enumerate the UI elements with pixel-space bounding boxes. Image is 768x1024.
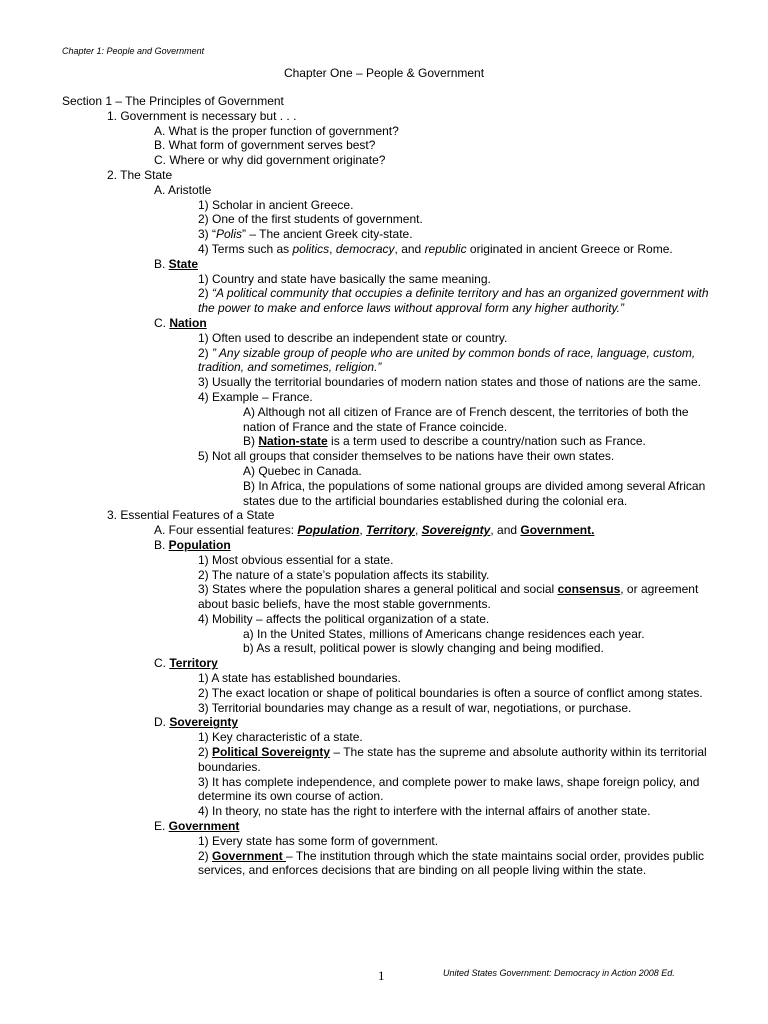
outline-item-3c — [62, 656, 722, 671]
term-state: State — [168, 256, 199, 271]
text-run: ” – The ancient Greek city-state. — [242, 227, 413, 242]
outline-item-2c5a: A) Quebec in Canada. — [243, 463, 362, 478]
text-run: originated in ancient Greece or Rome. — [466, 241, 673, 256]
outline-item-3b4: 4) Mobility – affects the political organization of a state. — [198, 611, 490, 626]
term-government-heading: Government — [168, 819, 240, 834]
text-run: 4) Terms such as — [198, 241, 293, 256]
text-run: 2) — [198, 286, 213, 301]
term-population-heading: Population — [168, 537, 231, 552]
outline-item-1b: B. What form of government serves best? — [154, 138, 376, 153]
term-polis: Polis — [216, 227, 243, 242]
text-run: A. Four essential features: — [154, 523, 298, 538]
text-run: 3) “ — [198, 227, 216, 242]
outline-item-3: 3. Essential Features of a State — [107, 508, 275, 523]
term-politics: politics — [292, 241, 330, 256]
text-run: C. — [154, 315, 170, 330]
outline-item-2c3: 3) Usually the territorial boundaries of modern nation states and those of nations are the same. — [198, 375, 701, 390]
page-number: 1 — [378, 968, 385, 983]
text-run: – The institution through which the state maintains social order, provides public services, and enforces decisions that are binding on all people living within the state. — [198, 848, 705, 878]
outline-item-2b — [62, 257, 722, 272]
outline-item-3b1: 1) Most obvious essential for a state. — [198, 552, 394, 567]
text-run: , and — [490, 523, 521, 538]
term-government-definition: Government — [212, 848, 287, 863]
text-run: , and — [394, 241, 425, 256]
outline-item-3b3 — [62, 582, 722, 612]
text-run: 2) — [198, 345, 213, 360]
outline-item-3d4: 4) In theory, no state has the right to interfere with the internal affairs of another state. — [198, 804, 651, 819]
outline-item-2a1: 1) Scholar in ancient Greece. — [198, 197, 354, 212]
running-footer: United States Government: Democracy in Action 2008 Ed. — [443, 968, 675, 978]
outline-item-2c2 — [62, 346, 722, 376]
text-run: C. — [154, 656, 170, 671]
outline-item-3c1: 1) A state has established boundaries. — [198, 671, 401, 686]
outline-item-3e2 — [62, 849, 722, 879]
text-run: , — [414, 523, 422, 538]
text-run: B) — [243, 434, 259, 449]
section-heading: Section 1 – The Principles of Government — [62, 94, 284, 108]
term-territory: Territory — [366, 523, 415, 538]
outline-item-2b2 — [62, 286, 722, 316]
definition-state: “A political community that occupies a definite territory and has an organized government with the power to make and enforce laws without approval form any higher authority.” — [198, 286, 709, 316]
outline — [62, 94, 722, 878]
term-nation: Nation — [169, 315, 207, 330]
outline-item-2a2: 2) One of the first students of government. — [198, 212, 423, 227]
term-government: Government. — [520, 523, 595, 538]
outline-item-2: 2. The State — [107, 167, 173, 182]
text-run: , — [359, 523, 367, 538]
definition-nation: ” Any sizable group of people who are united by common bonds of race, language, custom, tradition, and sometimes, religion.” — [198, 345, 696, 375]
running-header: Chapter 1: People and Government — [62, 46, 205, 56]
text-run: B. — [154, 256, 169, 271]
outline-item-1c: C. Where or why did government originate? — [154, 153, 386, 168]
term-sovereignty-heading: Sovereignty — [169, 715, 239, 730]
text-run: , or agreement about basic beliefs, have the most stable governments. — [198, 582, 699, 612]
term-population: Population — [297, 523, 360, 538]
outline-item-2c5: 5) Not all groups that consider themselves to be nations have their own states. — [198, 449, 615, 464]
outline-item-3a — [62, 523, 722, 538]
text-run: , — [329, 241, 336, 256]
outline-item-2c1: 1) Often used to describe an independent state or country. — [198, 330, 508, 345]
term-consensus: consensus — [557, 582, 621, 597]
outline-item-3d3: 3) It has complete independence, and complete power to make laws, shape foreign policy, and determine its own course of action. — [198, 774, 700, 804]
outline-item-2a3 — [62, 227, 722, 242]
outline-item-3d2 — [62, 745, 722, 775]
text-run: is a term used to describe a country/nation such as France. — [327, 434, 646, 449]
outline-item-3b4b: b) As a result, political power is slowly changing and being modified. — [243, 641, 604, 656]
outline-item-3c2: 2) The exact location or shape of political boundaries is often a source of conflict among states. — [198, 685, 703, 700]
term-republic: republic — [424, 241, 467, 256]
term-democracy: democracy — [335, 241, 395, 256]
text-run: B. — [154, 537, 169, 552]
outline-item-3d1: 1) Key characteristic of a state. — [198, 730, 363, 745]
outline-item-2c4: 4) Example – France. — [198, 389, 313, 404]
outline-item-3c3: 3) Territorial boundaries may change as a result of war, negotiations, or purchase. — [198, 700, 632, 715]
outline-item-3e1: 1) Every state has some form of government. — [198, 833, 439, 848]
term-sovereignty: Sovereignty — [421, 523, 491, 538]
term-political-sovereignty: Political Sovereignty — [212, 745, 331, 760]
outline-item-3e — [62, 819, 722, 834]
text-run: D. — [154, 715, 170, 730]
outline-item-1a: A. What is the proper function of government? — [154, 123, 399, 138]
text-run: 2) — [198, 848, 213, 863]
document-title: Chapter One – People & Government — [283, 66, 485, 80]
outline-item-2c4a: A) Although not all citizen of France are of French descent, the territories of both the nation of France and the state of France coincide. — [243, 404, 689, 434]
outline-item-3d — [62, 715, 722, 730]
outline-item-2a4 — [62, 242, 722, 257]
term-territory-heading: Territory — [169, 656, 218, 671]
term-nation-state: Nation-state — [258, 434, 328, 449]
text-run: E. — [154, 819, 169, 834]
outline-item-3b4a: a) In the United States, millions of Americans change residences each year. — [243, 626, 645, 641]
outline-item-2c4b — [62, 434, 722, 449]
text-run: 2) — [198, 745, 213, 760]
outline-item-3b2: 2) The nature of a state’s population affects its stability. — [198, 567, 490, 582]
outline-item-2b1: 1) Country and state have basically the same meaning. — [198, 271, 491, 286]
outline-item-3b — [62, 538, 722, 553]
outline-item-1: 1. Government is necessary but . . . — [107, 108, 297, 123]
text-run: – The state has the supreme and absolute authority within its territorial boundaries. — [198, 745, 707, 774]
text-run: 3) States where the population shares a general political and social — [198, 582, 558, 597]
outline-item-2c5b: B) In Africa, the populations of some national groups are divided among several African states due to the artificial boundaries established during the colonial era. — [243, 478, 706, 508]
outline-item-2c — [62, 316, 722, 331]
outline-item-2a: A. Aristotle — [154, 182, 212, 197]
